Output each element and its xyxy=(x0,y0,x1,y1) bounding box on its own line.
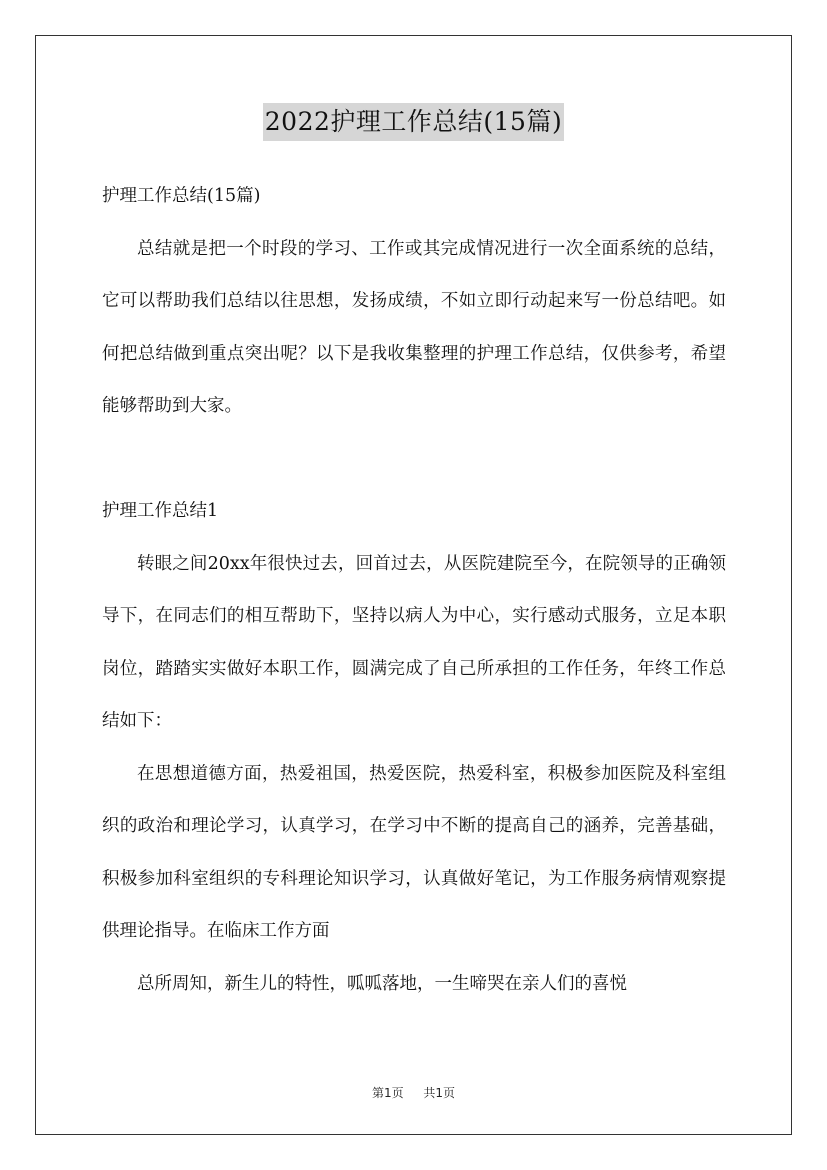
title-container xyxy=(0,103,827,141)
section-heading: 护理工作总结(15篇) xyxy=(102,186,261,206)
body-paragraph: 转眼之间20xx年很快过去，回首过去，从医院建院至今，在院领导的正确领导下，在同志们的相互帮助下，坚持以病人为中心，实行感动式服务，立足本职岗位，踏踏实实做好本职工作，圆满完成了自己所承担的工作任务，年终工作总结如下： xyxy=(102,553,726,731)
body-paragraph: 总所周知，新生儿的特性，呱呱落地，一生啼哭在亲人们的喜悦 xyxy=(137,973,627,994)
document-body xyxy=(102,170,726,1010)
body-paragraph: 在思想道德方面，热爱祖国，热爱医院，热爱科室，积极参加医院及科室组织的政治和理论学习，认真学习，在学习中不断的提高自己的涵养，完善基础，积极参加科室组织的专科理论知识学习，认真做好笔记，为工作服务病情观察提供理论指导。在临床工作方面 xyxy=(102,763,726,941)
section-heading: 护理工作总结1 xyxy=(102,501,219,521)
total-pages: 共1页 xyxy=(423,1086,455,1100)
page-footer xyxy=(0,1084,827,1101)
page-number: 第1页 xyxy=(372,1086,404,1100)
blank-line xyxy=(102,433,726,486)
intro-paragraph: 总结就是把一个时段的学习、工作或其完成情况进行一次全面系统的总结，它可以帮助我们总结以往思想，发扬成绩，不如立即行动起来写一份总结吧。如何把总结做到重点突出呢？以下是我收集整理的护理工作总结，仅供参考，希望能够帮助到大家。 xyxy=(102,238,726,416)
document-title: 2022护理工作总结(15篇) xyxy=(263,103,564,141)
